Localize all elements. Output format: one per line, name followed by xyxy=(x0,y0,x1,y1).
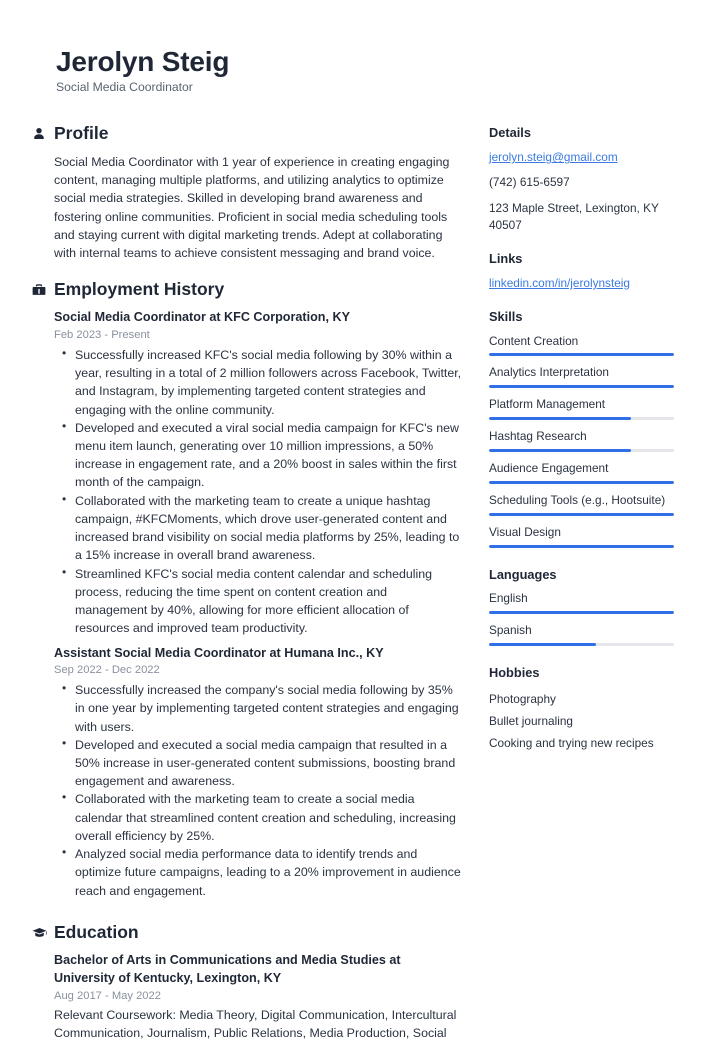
skill-meter-track xyxy=(489,513,674,516)
language-label: Spanish xyxy=(489,623,532,638)
skill-meter-fill xyxy=(489,545,674,548)
skill-item xyxy=(489,461,674,484)
section-employment-title: Employment History xyxy=(54,279,225,300)
skill-label: Content Creation xyxy=(489,333,579,348)
skill-label: Scheduling Tools (e.g., Hootsuite) xyxy=(489,493,666,508)
section-profile-header xyxy=(32,123,462,144)
skill-meter-fill xyxy=(489,417,631,420)
header-job-title: Social Media Coordinator xyxy=(56,80,193,95)
resume-header xyxy=(54,46,672,95)
linkedin-link[interactable]: linkedin.com/in/jerolynsteig xyxy=(489,276,630,291)
skill-item xyxy=(489,334,674,357)
skill-label: Platform Management xyxy=(489,397,606,412)
skill-label: Visual Design xyxy=(489,525,561,540)
entry-bullets xyxy=(54,346,462,638)
sidebar-languages-title: Languages xyxy=(489,566,557,582)
email-link[interactable]: jerolyn.steig@gmail.com xyxy=(489,150,618,165)
briefcase-icon xyxy=(32,283,54,297)
entry-coursework: Relevant Coursework: Media Theory, Digital Communication, Intercultural Communication, Journalism, Public Relations, Media Production, Social xyxy=(54,1008,457,1041)
skill-meter-track xyxy=(489,481,674,484)
entry-bullet: • Streamlined KFC's social media content calendar and scheduling process, reducing the time spent on content creation and management by 40%, allowing for more efficient allocation of resources and improved team productivity. xyxy=(75,565,462,638)
sidebar-links-title: Links xyxy=(489,250,523,266)
language-item xyxy=(489,623,674,646)
section-profile xyxy=(54,123,462,262)
user-icon xyxy=(32,127,54,141)
section-profile-title: Profile xyxy=(54,123,109,143)
skill-label: Analytics Interpretation xyxy=(489,365,609,380)
graduation-cap-icon xyxy=(32,925,54,940)
skill-meter-track xyxy=(489,385,674,388)
sidebar-links xyxy=(489,251,674,292)
employment-entry xyxy=(54,645,462,900)
section-employment-header xyxy=(32,279,462,300)
skill-meter-track xyxy=(489,353,674,356)
entry-bullet: • Successfully increased the company's social media following by 35% in one year by implementing targeted content strategies and engaging with users. xyxy=(75,681,462,736)
entry-bullet: • Developed and executed a social media campaign that resulted in a 50% increase in user-generated content submissions, boosting brand engagement and awareness. xyxy=(75,736,462,791)
skill-meter-fill xyxy=(489,353,674,356)
section-education-header xyxy=(32,922,462,943)
employment-entry xyxy=(54,309,462,637)
main-column xyxy=(54,123,462,1060)
language-meter-track xyxy=(489,611,674,614)
hobby-item: Photography xyxy=(489,692,556,707)
profile-summary-text: Social Media Coordinator with 1 year of experience in creating engaging content, managing multiple platforms, and utilizing analytics to optimize social media strategies. Skilled in developing brand awareness and fostering online communities. Proficient in social media scheduling tools and staying current with digital marketing trends. Adept at collaborating with internal teams to achieve consistent messaging and brand voice. xyxy=(54,155,450,261)
skill-meter-fill xyxy=(489,385,674,388)
skill-meter-fill xyxy=(489,513,674,516)
sidebar-skills xyxy=(489,309,674,548)
section-education-title: Education xyxy=(54,921,139,942)
page-title: Jerolyn Steig xyxy=(56,46,230,77)
sidebar-column xyxy=(489,123,674,772)
language-item xyxy=(489,591,674,614)
phone-text: (742) 615-6597 xyxy=(489,175,570,190)
sidebar-hobbies-title: Hobbies xyxy=(489,665,540,681)
section-education xyxy=(54,922,462,1043)
entry-date: Sep 2022 - Dec 2022 xyxy=(54,664,160,677)
language-label: English xyxy=(489,591,528,606)
hobby-item: Bullet journaling xyxy=(489,714,573,729)
skill-label: Hashtag Research xyxy=(489,429,587,444)
skill-item xyxy=(489,429,674,452)
entry-title: Assistant Social Media Coordinator at Humana Inc., KY xyxy=(54,645,384,660)
hobby-item: Cooking and trying new recipes xyxy=(489,736,654,751)
language-meter-fill xyxy=(489,611,674,614)
skill-label: Audience Engagement xyxy=(489,461,609,476)
entry-title: Bachelor of Arts in Communications and Media Studies at University of Kentucky, Lexington, KY xyxy=(54,952,401,985)
entry-date: Aug 2017 - May 2022 xyxy=(54,989,161,1002)
sidebar-languages xyxy=(489,567,674,646)
entry-bullet: • Collaborated with the marketing team to create a unique hashtag campaign, #KFCMoments, which drove user-generated content and increased brand visibility on social media platforms by 25%, leading to a 15% increase in overall brand awareness. xyxy=(75,492,462,565)
language-meter-track xyxy=(489,643,674,646)
section-employment xyxy=(54,279,462,899)
sidebar-hobbies xyxy=(489,665,674,755)
skill-meter-track xyxy=(489,449,674,452)
skill-meter-track xyxy=(489,545,674,548)
skill-item xyxy=(489,493,674,516)
language-meter-fill xyxy=(489,643,596,646)
skill-meter-track xyxy=(489,417,674,420)
sidebar-skills-title: Skills xyxy=(489,309,523,325)
sidebar-details xyxy=(489,125,674,234)
entry-bullet: • Successfully increased KFC's social media following by 30% within a year, resulting in a total of 2 million followers across Facebook, Twitter, and Instagram, by implementing targeted content strategies and engaging with the online community. xyxy=(75,346,462,419)
skill-item xyxy=(489,397,674,420)
skill-meter-fill xyxy=(489,449,631,452)
sidebar-details-title: Details xyxy=(489,125,531,140)
skill-item xyxy=(489,365,674,388)
entry-bullet: • Collaborated with the marketing team to create a social media calendar that streamlined content creation and scheduling, increasing overall efficiency by 25%. xyxy=(75,790,462,845)
skill-meter-fill xyxy=(489,481,674,484)
skill-item xyxy=(489,525,674,548)
employment-entry-list xyxy=(54,309,462,899)
resume-body xyxy=(54,123,672,1060)
address-text: 123 Maple Street, Lexington, KY 40507 xyxy=(489,200,659,232)
education-entry xyxy=(54,952,462,1043)
entry-bullet: • Developed and executed a viral social media campaign for KFC's new menu item launch, generating over 10 million impressions, a 50% increase in engagement rate, and a 20% boost in sales within the first month of the campaign. xyxy=(75,419,462,492)
entry-title: Social Media Coordinator at KFC Corporation, KY xyxy=(54,310,350,325)
entry-date: Feb 2023 - Present xyxy=(54,329,150,342)
entry-bullets xyxy=(54,681,462,900)
entry-bullet: • Analyzed social media performance data to identify trends and optimize future campaigns, leading to a 20% improvement in audience reach and engagement. xyxy=(75,845,462,900)
